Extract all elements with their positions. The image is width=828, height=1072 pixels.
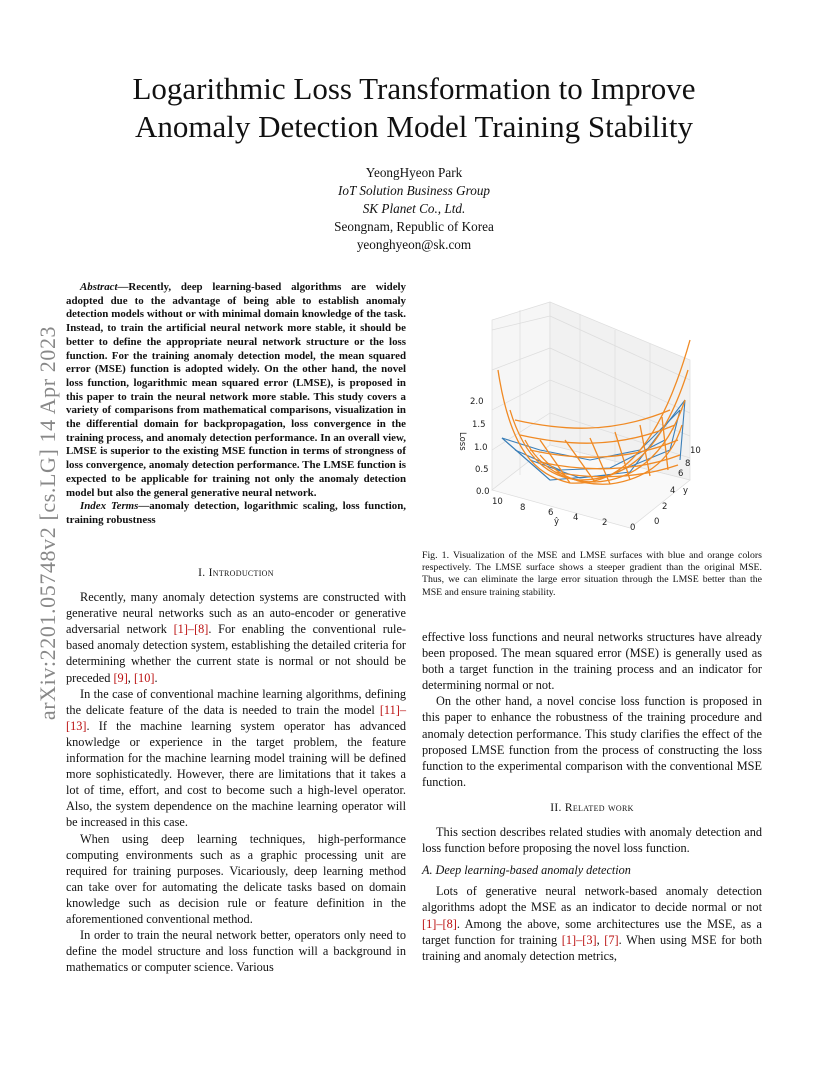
citation-link[interactable]: [9]: [113, 670, 128, 685]
z-tick-1-5: 1.5: [472, 420, 486, 430]
yhat-tick-4: 4: [573, 513, 579, 523]
right-column-text: [422, 629, 762, 964]
figure-1-caption: Fig. 1. Visualization of the MSE and LMSE surfaces with blue and orange colors respectively. The LMSE surface shows a steeper gradient than the original MSE. Thus, we can eliminate the large error situation through the LMSE better than the MSE and ensure training stability.: [422, 550, 762, 598]
z-axis-label: Loss: [457, 432, 467, 451]
title-line-2: Anomaly Detection Model Training Stability: [135, 109, 693, 144]
related-p2-text-a: Lots of generative neural network-based anomaly detection algorithms adopt the MSE as an indicator to decide normal or not: [422, 884, 762, 915]
author-org: SK Planet Co., Ltd.: [362, 201, 466, 216]
yhat-tick-10: 10: [492, 497, 503, 507]
index-terms-lead: Index Terms: [80, 500, 139, 513]
intro-paragraph-1: [66, 589, 406, 686]
citation-link[interactable]: [11]–[13]: [66, 702, 406, 733]
y-tick-4: 4: [670, 486, 676, 496]
y-tick-0: 0: [654, 517, 660, 527]
yhat-tick-8: 8: [520, 503, 526, 513]
intro-p2-text-b: . If the machine learning system operator has advanced knowledge or experience in the target problem, the feature information for the machine learning model training will be defined more sophisticatedly. However, there are limitations that it takes a lot of time, effort, and cost to become such a high-level operator. Also, the system dependence on the machine learning operator will be increased in this case.: [66, 718, 406, 830]
y-tick-6: 6: [678, 469, 684, 479]
author-dept: IoT Solution Business Group: [337, 183, 491, 198]
related-paragraph-2: [422, 883, 762, 963]
abstract-text: —Recently, deep learning-based algorithms are widely adopted due to the advantage of being able to establish anomaly detection models without or with minimal domain knowledge of the task. Instead, to train the artificial neural network more stable, it should be better to define the appropriate neural network structure or the loss function. For the training anomaly detection model, the mean squared error (MSE) function is adopted widely. On the other hand, the novel loss function, logarithmic mean squared error (LMSE), is proposed in this paper to train the neural network more stable. This study covers a variety of comparisons from mathematical comparisons, visualization in the differential domain for backpropagation, loss convergence in the training process, and anomaly detection performance. In an overall view, LMSE is superior to the existing MSE function in terms of strongness of loss convergence, anomaly detection performance. The LMSE function is expected to be applicable for training not only the anomaly detection model but also the general generative neural network.: [66, 281, 406, 499]
yhat-tick-0: 0: [630, 523, 636, 533]
right-paragraph-1: effective loss functions and neural networks structures have already been proposed. The mean squared error (MSE) is generally used as both a target function in the training process and an indicator for determining normal or not.: [422, 630, 762, 693]
intro-p1-text-b: . For enabling the conventional rule-based anomaly detection system, establishing the detailed criteria for determining whether the current state is normal or not should be preceded: [66, 622, 406, 685]
intro-paragraph-3: When using deep learning techniques, high-performance computing environments such as a graphic processing unit are required for training purposes. Vicariously, deep learning method can take over for automating the delicate tasks based on domain knowledge such as decision rule or feature definition in the aforementioned conventional method.: [66, 831, 406, 926]
citation-link[interactable]: [10]: [133, 670, 155, 685]
section-heading-related: II. Related work: [550, 801, 634, 814]
related-paragraph-1: This section describes related studies with anomaly detection and loss function before proposing the novel loss function.: [422, 825, 762, 856]
subsection-heading-a: A. Deep learning-based anomaly detection: [422, 863, 631, 878]
citation-link[interactable]: [1]–[3]: [561, 932, 597, 947]
citation-link[interactable]: [7]: [604, 932, 619, 947]
related-p2-text-c: ,: [596, 932, 605, 947]
plot-grid: [492, 302, 690, 528]
section-heading-intro: I. Introduction: [198, 567, 274, 579]
y-tick-8: 8: [685, 459, 691, 469]
y-axis-label: y: [683, 486, 689, 496]
related-p2-text-d: . When using MSE for both training and anomaly detection metrics,: [422, 932, 762, 963]
section-introduction: [66, 565, 406, 975]
z-tick-2-0: 2.0: [470, 397, 484, 407]
right-paragraph-2: On the other hand, a novel concise loss function is proposed in this paper to enhance the robustness of the training procedure and anomaly detection performance. This study clarifies the effect of the proposed LMSE function from the process of constructing the loss function to the experimental comparison with the conventional MSE function.: [422, 694, 762, 789]
paper-title: [60, 70, 768, 146]
arxiv-identifier: arXiv:2201.05748v2 [cs.LG] 14 Apr 2023: [35, 325, 60, 721]
author-email[interactable]: yeonghyeon@sk.com: [356, 237, 472, 252]
y-tick-10: 10: [690, 446, 701, 456]
yhat-tick-6: 6: [548, 508, 554, 518]
intro-paragraph-2: [66, 686, 406, 831]
intro-p2-text-a: In the case of conventional machine learning algorithms, defining the delicate feature of the data is needed to train the model: [66, 686, 406, 717]
z-tick-0-0: 0.0: [476, 487, 490, 497]
author-city: Seongnam, Republic of Korea: [334, 219, 494, 234]
z-tick-0-5: 0.5: [475, 465, 489, 475]
y-tick-2: 2: [662, 502, 668, 512]
intro-paragraph-4: In order to train the neural network better, operators only need to define the model structure and loss function will a background in mathematics or computer science. Various: [66, 928, 406, 975]
yhat-tick-2: 2: [602, 518, 608, 528]
abstract: [66, 281, 406, 528]
title-line-1: Logarithmic Loss Transformation to Improve: [132, 71, 696, 106]
author-name: YeongHyeon Park: [365, 165, 463, 180]
intro-p1-text-a: Recently, many anomaly detection systems are constructed with generative neural networks such as an auto-encoder or generative adversarial network: [66, 590, 406, 637]
x-axis-label: ŷ: [554, 517, 560, 527]
intro-p1-text-c: ,: [127, 670, 134, 685]
figure-1-surface-plot: [440, 300, 730, 540]
author-block: [0, 164, 828, 254]
index-terms-text: —anomaly detection, logarithmic scaling, loss function, training robustness: [66, 500, 406, 526]
citation-link[interactable]: [1]–[8]: [173, 622, 209, 637]
intro-p1-text-d: .: [154, 670, 158, 685]
citation-link[interactable]: [1]–[8]: [422, 916, 457, 931]
abstract-lead: Abstract: [80, 281, 118, 293]
z-tick-1-0: 1.0: [474, 443, 488, 453]
related-p2-text-b: . Among the above, some architectures use the MSE, as a target function for training: [422, 916, 762, 947]
